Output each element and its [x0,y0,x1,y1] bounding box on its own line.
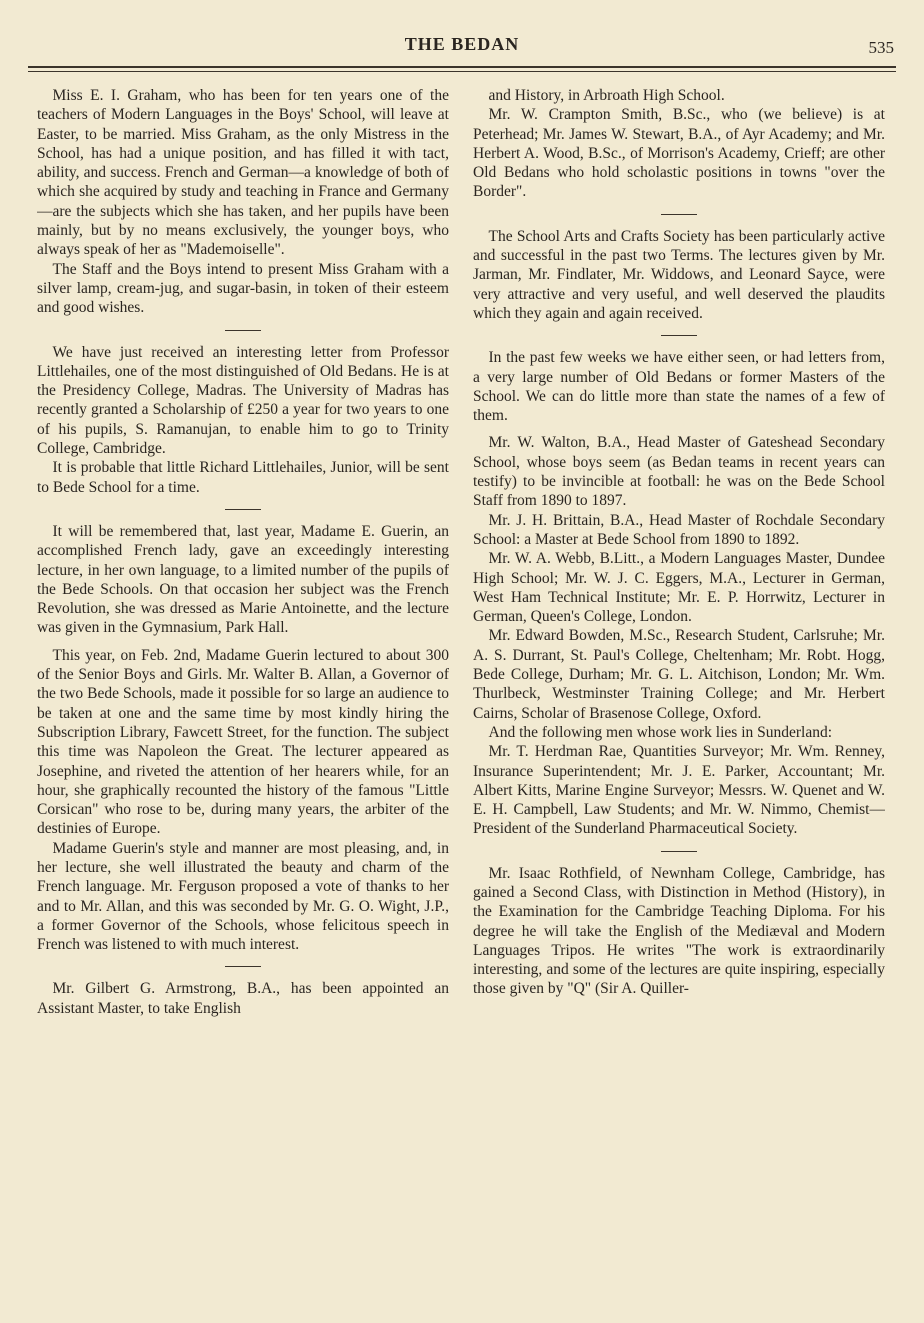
section-separator [661,335,697,336]
paragraph: Mr. W. Crampton Smith, B.Sc., who (we believe) is at Peterhead; Mr. James W. Stewart, B.A., of Ayr Academy; and Mr. Herbert A. Wood, B.Sc., of Morrison's Academy, Crieff; are other Old Bedans who hold scholastic positions in towns "over the Border". [473,106,885,201]
paragraph: The Staff and the Boys intend to present Miss Graham with a silver lamp, cream-jug, and sugar-basin, in token of their esteem and good wishes. [37,260,449,317]
paragraph: Mr. T. Herdman Rae, Quantities Surveyor; Mr. Wm. Renney, Insurance Superintendent; Mr. J. E. Parker, Accountant; Mr. Albert Kitts, Marine Engine Surveyor; Messrs. W. Quenet and W. E. H. Campbell, Law Students; and Mr. W. Nimmo, Chemist—President of the Sunderland Pharmaceutical Society. [473,743,885,838]
paragraph: Madame Guerin's style and manner are most pleasing, and, in her lecture, she well illustrated the beauty and charm of the French language. Mr. Ferguson proposed a vote of thanks to her and to Mr. Allan, and this was seconded by Mr. G. O. Wight, J.P., a former Governor of the Schools, whose felicitous speech in French was listened to with much interest. [37,839,449,954]
paragraph: We have just received an interesting letter from Professor Littlehailes, one of the most distinguished of Old Bedans. He is at the Presidency College, Madras. The University of Madras has recently granted a Scholarship of £250 a year for two years to one of his pupils, S. Ramanujan, to enable him to go to Trinity College, Cambridge. [37,343,449,458]
section-separator [661,851,697,852]
paragraph: Mr. Isaac Rothfield, of Newnham College, Cambridge, has gained a Second Class, with Distinction in Method (History), in the Examination for the Cambridge Teaching Diploma. For his degree he will take the English of the Mediæval and Modern Languages Tripos. He writes "The work is extraordinarily interesting, and some of the lectures are quite inspiring, especially those given by "Q" (Sir A. Quiller- [473,864,885,998]
paragraph: Mr. Gilbert G. Armstrong, B.A., has been appointed an Assistant Master, to take English [37,980,449,1017]
paragraph: Mr. W. A. Webb, B.Litt., a Modern Languages Master, Dundee High School; Mr. W. J. C. Eggers, M.A., Lecturer in German, West Ham Technical Institute; Mr. E. P. Horrwitz, Lecturer in German, Queen's College, London. [473,550,885,626]
paragraph: Miss E. I. Graham, who has been for ten years one of the teachers of Modern Languages in the Boys' School, will leave at Easter, to be married. Miss Graham, as the only Mistress in the School, has had a unique position, and has filled it with tact, ability, and success. French and German—a knowledge of both of which she acquired by study and teaching in France and Germany—are the subjects which she has taken, and her pupils have been mainly, but by no means exclusively, the younger boys, who always speak of her as "Mademoiselle". [37,87,449,259]
section-separator [225,509,261,510]
section-separator [661,214,697,215]
paragraph: And the following men whose work lies in Sunderland: [488,723,833,741]
header-rule-thick [28,66,896,68]
paragraph: It is probable that little Richard Littlehailes, Junior, will be sent to Bede School for a time. [37,459,449,496]
paragraph: Mr. Edward Bowden, M.Sc., Research Student, Carlsruhe; Mr. A. S. Durrant, St. Paul's College, Cheltenham; Mr. Robt. Hogg, Bede College, Durham; Mr. G. L. Aitchison, London; Mr. Wm. Thurlbeck, Westminster Training College; and Mr. Herbert Cairns, Scholar of Brasenose College, Oxford. [473,627,885,722]
paragraph: Mr. W. Walton, B.A., Head Master of Gateshead Secondary School, whose boys seem (as Bedan teams in recent years can testify) to be invincible at football: he was on the Bede School Staff from 1890 to 1897. [473,434,885,510]
paragraph: It will be remembered that, last year, Madame E. Guerin, an accomplished French lady, gave an exceedingly interesting lecture, in her own language, to a limited number of the pupils of the Bede Schools. On that occasion her subject was the French Revolution, she was dressed as Marie Antoinette, and the lecture was given in the Gymnasium, Park Hall. [37,522,449,637]
paragraph: The School Arts and Crafts Society has been particularly active and successful in the past two Terms. The lectures given by Mr. Jarman, Mr. Findlater, Mr. Widdows, and Leonard Sayce, were very attractive and very useful, and well deserved the plaudits which they again and again received. [473,227,885,322]
header-rule-thin [28,71,896,72]
paragraph: and History, in Arbroath High School. [488,87,725,104]
right-column [473,86,885,1306]
paragraph: In the past few weeks we have either seen, or had letters from, a very large number of Old Bedans or former Masters of the School. We can do little more than state the names of a few of them. [473,349,885,425]
paragraph: This year, on Feb. 2nd, Madame Guerin lectured to about 300 of the Senior Boys and Girls. Mr. Walter B. Allan, a Governor of the two Bede Schools, made it possible for so large an audience to be taken at one and the same time by most kindly hiring the Subscription Library, Fawcett Street, for the function. The subject this time was Napoleon the Great. The lecturer appeared as Josephine, and riveted the attention of her hearers while, for an hour, she graphically recounted the history of the famous "Little Corsican" who rose to be, during many years, the arbiter of the destinies of Europe. [37,646,449,838]
running-header [28,34,896,60]
page-number: 535 [868,38,894,57]
paragraph: Mr. J. H. Brittain, B.A., Head Master of Rochdale Secondary School: a Master at Bede School from 1890 to 1892. [473,511,885,548]
section-separator [225,330,261,331]
section-separator [225,966,261,967]
publication-title: THE BEDAN [404,34,520,54]
left-column [37,86,449,1306]
